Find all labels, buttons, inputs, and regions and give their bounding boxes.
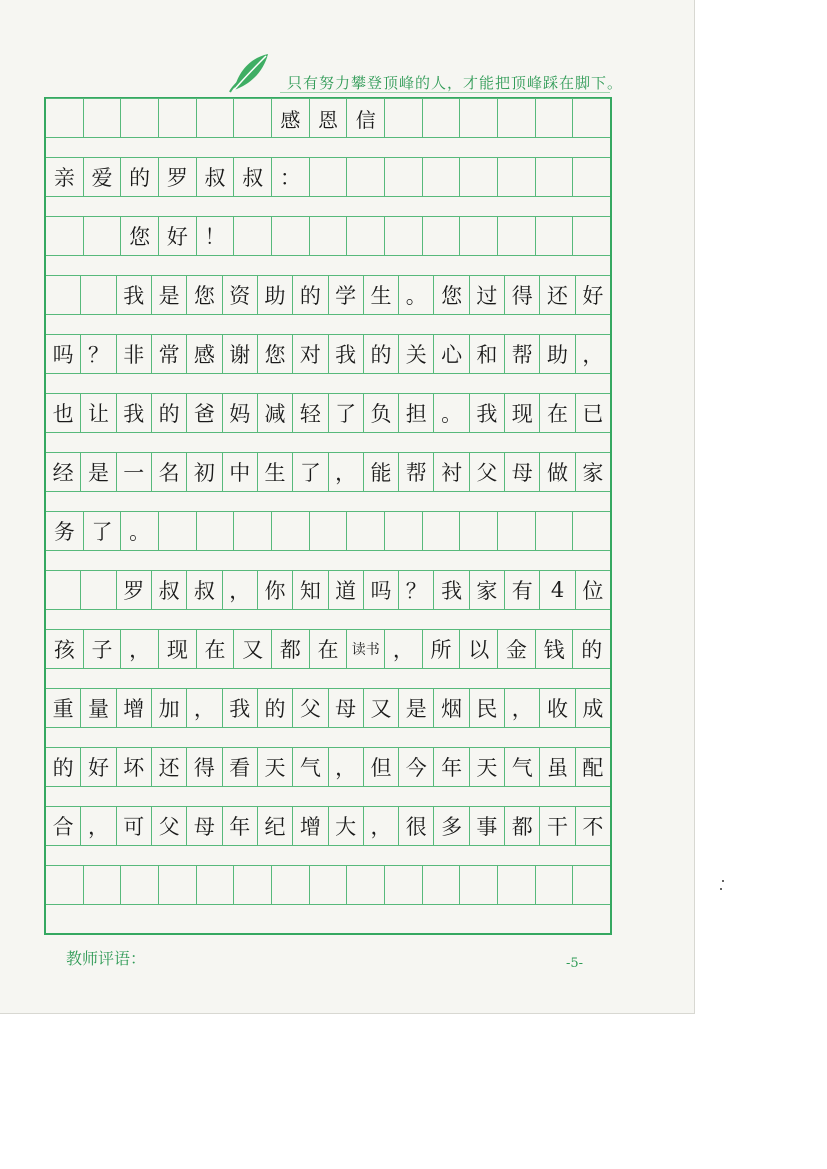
- grid-cell: 助: [258, 276, 293, 314]
- title-cell: [84, 99, 122, 137]
- grid-row: [46, 570, 610, 610]
- grid-cell: [272, 512, 310, 550]
- grid-cell: 但: [364, 748, 399, 786]
- grid-row: [46, 216, 610, 256]
- grid-cell: 钱: [536, 630, 574, 668]
- grid-cell: 干: [540, 807, 575, 845]
- grid-cell: 助: [540, 335, 575, 373]
- title-cell: [423, 99, 461, 137]
- grid-cell: 好: [159, 217, 197, 255]
- title-cell: 信: [347, 99, 385, 137]
- grid-cell: ！: [197, 217, 235, 255]
- grid-cell: 纪: [258, 807, 293, 845]
- grid-cell: [272, 217, 310, 255]
- grid-cell: 还: [152, 748, 187, 786]
- scan-speck: [720, 888, 722, 890]
- grid-cell: 年: [223, 807, 258, 845]
- grid-cell: 年: [434, 748, 469, 786]
- grid-cell: [347, 217, 385, 255]
- grid-cell: [460, 512, 498, 550]
- grid-cell: 以: [460, 630, 498, 668]
- title-cell: 感: [272, 99, 310, 137]
- grid-cell: 金: [498, 630, 536, 668]
- grid-cell: [197, 866, 235, 904]
- grid-cell: [536, 512, 574, 550]
- grid-cell: [460, 866, 498, 904]
- grid-cell: [573, 217, 610, 255]
- title-cell: [46, 99, 84, 137]
- grid-cell: [46, 866, 84, 904]
- grid-cell: 可: [117, 807, 152, 845]
- grid-cell: 读书: [347, 630, 385, 668]
- grid-cell: 生: [364, 276, 399, 314]
- grid-cell: 又: [234, 630, 272, 668]
- grid-cell: 您: [121, 217, 159, 255]
- grid-cell: 您: [258, 335, 293, 373]
- grid-cell: 4: [540, 571, 575, 609]
- grid-cell: 母: [505, 453, 540, 491]
- grid-cell: [423, 512, 461, 550]
- grid-cell: 谢: [223, 335, 258, 373]
- grid-cell: [347, 512, 385, 550]
- grid-cell: 父: [293, 689, 328, 727]
- grid-cell: 的: [293, 276, 328, 314]
- grid-cell: 务: [46, 512, 84, 550]
- grid-cell: 的: [364, 335, 399, 373]
- grid-cell: 名: [152, 453, 187, 491]
- grid-cell: 对: [293, 335, 328, 373]
- grid-row: [46, 452, 610, 492]
- grid-cell: 多: [434, 807, 469, 845]
- grid-cell: 重: [46, 689, 81, 727]
- grid-cell: 叔: [187, 571, 222, 609]
- grid-cell: 好: [81, 748, 116, 786]
- grid-cell: [310, 217, 348, 255]
- grid-cell: [159, 866, 197, 904]
- grid-cell: 有: [505, 571, 540, 609]
- grid-cell: [498, 512, 536, 550]
- grid-cell: 常: [152, 335, 187, 373]
- grid-cell: 是: [399, 689, 434, 727]
- grid-cell: [573, 158, 610, 196]
- grid-cell: 生: [258, 453, 293, 491]
- grid-cell: 衬: [434, 453, 469, 491]
- grid-cell: [498, 217, 536, 255]
- grid-cell: 的: [121, 158, 159, 196]
- grid-cell: 亲: [46, 158, 84, 196]
- grid-cell: 今: [399, 748, 434, 786]
- grid-cell: ？: [81, 335, 116, 373]
- grid-cell: 父: [470, 453, 505, 491]
- grid-cell: [498, 158, 536, 196]
- grid-cell: [234, 866, 272, 904]
- title-cell: [197, 99, 235, 137]
- scan-speck: [722, 880, 724, 882]
- grid-cell: [536, 217, 574, 255]
- grid-row: [46, 157, 610, 197]
- grid-cell: [423, 217, 461, 255]
- title-cell: [536, 99, 574, 137]
- grid-cell: 过: [470, 276, 505, 314]
- grid-cell: 帮: [399, 453, 434, 491]
- title-cell: 恩: [310, 99, 348, 137]
- grid-cell: [310, 866, 348, 904]
- grid-cell: 增: [293, 807, 328, 845]
- grid-cell: 我: [117, 394, 152, 432]
- grid-cell: 家: [582, 461, 604, 485]
- grid-cell: 还: [540, 276, 575, 314]
- grid-cell: 爸: [187, 394, 222, 432]
- motto-underline: [280, 92, 610, 93]
- leaf-icon: [228, 50, 272, 94]
- grid-cell: 家: [470, 571, 505, 609]
- grid-cell: [46, 217, 84, 255]
- grid-cell: 量: [81, 689, 116, 727]
- grid-cell: 子: [84, 630, 122, 668]
- grid-cell: 已: [582, 402, 604, 426]
- title-cell: [498, 99, 536, 137]
- grid-cell: 叔: [152, 571, 187, 609]
- grid-cell: 担: [399, 394, 434, 432]
- grid-cell: 又: [364, 689, 399, 727]
- grid-cell: 吗: [364, 571, 399, 609]
- grid-cell: [460, 158, 498, 196]
- grid-cell: 道: [329, 571, 364, 609]
- grid-cell: 看: [223, 748, 258, 786]
- grid-cell: [573, 866, 610, 904]
- grid-cell: 收: [540, 689, 575, 727]
- grid-cell: 心: [434, 335, 469, 373]
- grid-cell: 一: [117, 453, 152, 491]
- title-cell: [234, 99, 272, 137]
- grid-cell: ，: [329, 453, 364, 491]
- title-cell: [385, 99, 423, 137]
- grid-cell: [234, 512, 272, 550]
- grid-cell: 您: [187, 276, 222, 314]
- grid-row: [46, 806, 610, 846]
- grid-cell: ，: [582, 343, 604, 367]
- grid-cell: 也: [46, 394, 81, 432]
- grid-cell: 事: [470, 807, 505, 845]
- grid-cell: 中: [223, 453, 258, 491]
- grid-row: [46, 747, 610, 787]
- grid-cell: 气: [293, 748, 328, 786]
- page-header: [0, 0, 694, 95]
- grid-cell: 在: [197, 630, 235, 668]
- grid-cell: 罗: [117, 571, 152, 609]
- grid-cell: 加: [152, 689, 187, 727]
- grid-cell: 好: [582, 284, 604, 308]
- grid-cell: 我: [470, 394, 505, 432]
- grid-cell: [310, 158, 348, 196]
- grid-cell: [385, 217, 423, 255]
- grid-cell: 在: [310, 630, 348, 668]
- grid-cell: 您: [434, 276, 469, 314]
- grid-cell: 大: [329, 807, 364, 845]
- grid-cell: 。: [434, 394, 469, 432]
- grid-row: [46, 98, 610, 138]
- grid-cell: [423, 158, 461, 196]
- grid-cell: ，: [505, 689, 540, 727]
- grid-cell: 现: [159, 630, 197, 668]
- grid-cell: 负: [364, 394, 399, 432]
- grid-cell: 得: [505, 276, 540, 314]
- grid-row: [46, 334, 610, 374]
- grid-cell: 成: [582, 697, 604, 721]
- grid-row: [46, 629, 610, 669]
- grid-cell: 不: [582, 815, 604, 839]
- grid-cell: 得: [187, 748, 222, 786]
- grid-cell: 坏: [117, 748, 152, 786]
- grid-cell: 现: [505, 394, 540, 432]
- grid-cell: 合: [46, 807, 81, 845]
- grid-cell: 叔: [197, 158, 235, 196]
- grid-cell: 很: [399, 807, 434, 845]
- grid-cell: 的: [258, 689, 293, 727]
- grid-cell: 了: [84, 512, 122, 550]
- grid-cell: 都: [505, 807, 540, 845]
- grid-row: [46, 511, 610, 551]
- grid-cell: 都: [272, 630, 310, 668]
- grid-cell: [385, 158, 423, 196]
- grid-cell: 能: [364, 453, 399, 491]
- grid-cell: 我: [117, 276, 152, 314]
- grid-cell: 的: [152, 394, 187, 432]
- title-cell: [159, 99, 197, 137]
- grid-cell: ，: [223, 571, 258, 609]
- grid-cell: 帮: [505, 335, 540, 373]
- grid-cell: 罗: [159, 158, 197, 196]
- grid-row: [46, 688, 610, 728]
- grid-cell: ，: [364, 807, 399, 845]
- grid-cell: 初: [187, 453, 222, 491]
- grid-cell: 妈: [223, 394, 258, 432]
- grid-cell: 所: [423, 630, 461, 668]
- grid-cell: 的: [581, 638, 603, 662]
- grid-cell: [310, 512, 348, 550]
- grid-cell: ，: [81, 807, 116, 845]
- grid-cell: 我: [223, 689, 258, 727]
- grid-cell: ，: [121, 630, 159, 668]
- grid-cell: [347, 866, 385, 904]
- grid-cell: 我: [434, 571, 469, 609]
- grid-cell: 让: [81, 394, 116, 432]
- grid-cell: ，: [187, 689, 222, 727]
- grid-cell: 资: [223, 276, 258, 314]
- grid-cell: [536, 158, 574, 196]
- grid-cell: 叔: [234, 158, 272, 196]
- grid-cell: 气: [505, 748, 540, 786]
- grid-cell: [385, 512, 423, 550]
- grid-cell: [498, 866, 536, 904]
- grid-cell: 孩: [46, 630, 84, 668]
- grid-cell: 虽: [540, 748, 575, 786]
- grid-cell: [536, 866, 574, 904]
- grid-cell: [385, 866, 423, 904]
- grid-cell: [197, 512, 235, 550]
- grid-cell: [272, 866, 310, 904]
- grid-row: [46, 275, 610, 315]
- grid-cell: [81, 571, 116, 609]
- grid-cell: 增: [117, 689, 152, 727]
- writing-grid: [44, 97, 612, 935]
- grid-cell: [573, 512, 610, 550]
- grid-cell: 吗: [46, 335, 81, 373]
- grid-cell: 在: [540, 394, 575, 432]
- grid-cell: 关: [399, 335, 434, 373]
- grid-cell: [84, 217, 122, 255]
- title-cell: [573, 99, 610, 137]
- grid-cell: 我: [329, 335, 364, 373]
- grid-cell: 了: [329, 394, 364, 432]
- grid-cell: ，: [385, 630, 423, 668]
- grid-cell: 天: [258, 748, 293, 786]
- grid-row: [46, 393, 610, 433]
- grid-cell: 是: [152, 276, 187, 314]
- grid-cell: 经: [46, 453, 81, 491]
- grid-cell: ？: [399, 571, 434, 609]
- grid-cell: [46, 571, 81, 609]
- grid-cell: ：: [272, 158, 310, 196]
- grid-cell: 位: [582, 579, 604, 603]
- grid-row: [46, 865, 610, 905]
- grid-cell: 做: [540, 453, 575, 491]
- grid-cell: [460, 217, 498, 255]
- grid-cell: [121, 866, 159, 904]
- grid-cell: 烟: [434, 689, 469, 727]
- grid-cell: 母: [187, 807, 222, 845]
- title-cell: [460, 99, 498, 137]
- grid-cell: 轻: [293, 394, 328, 432]
- grid-cell: 天: [470, 748, 505, 786]
- grid-cell: [46, 276, 81, 314]
- grid-cell: 民: [470, 689, 505, 727]
- grid-cell: 是: [81, 453, 116, 491]
- title-cell: [121, 99, 159, 137]
- grid-cell: 配: [582, 756, 604, 780]
- motto-text: 只有努力攀登顶峰的人，才能把顶峰踩在脚下。: [287, 74, 624, 92]
- grid-cell: ，: [329, 748, 364, 786]
- page-number: -5-: [566, 956, 584, 971]
- grid-cell: 非: [117, 335, 152, 373]
- grid-cell: 感: [187, 335, 222, 373]
- grid-cell: 父: [152, 807, 187, 845]
- grid-cell: 你: [258, 571, 293, 609]
- grid-cell: 了: [293, 453, 328, 491]
- grid-cell: 。: [399, 276, 434, 314]
- grid-cell: 学: [329, 276, 364, 314]
- grid-cell: [84, 866, 122, 904]
- grid-cell: 减: [258, 394, 293, 432]
- grid-cell: 母: [329, 689, 364, 727]
- teacher-comment-label: 教师评语：: [66, 949, 147, 968]
- grid-cell: 爱: [84, 158, 122, 196]
- grid-cell: [347, 158, 385, 196]
- grid-cell: 和: [470, 335, 505, 373]
- grid-cell: 知: [293, 571, 328, 609]
- grid-cell: 的: [46, 748, 81, 786]
- grid-cell: [81, 276, 116, 314]
- grid-cell: [159, 512, 197, 550]
- grid-cell: [423, 866, 461, 904]
- grid-cell: 。: [121, 512, 159, 550]
- grid-cell: [234, 217, 272, 255]
